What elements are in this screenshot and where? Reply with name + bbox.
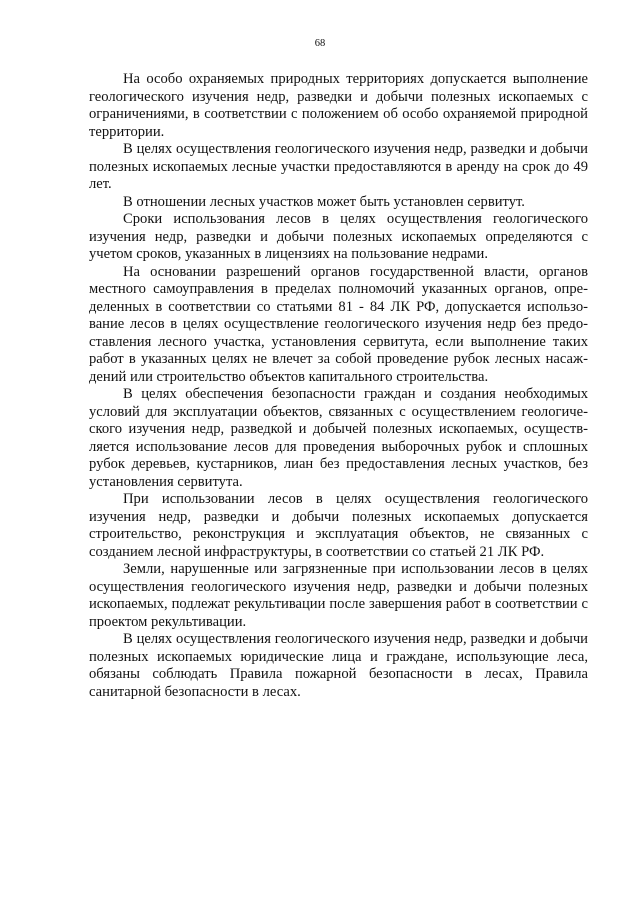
paragraph-5: На основании разрешений органов государственной власти, органов местного самоуправления в пределах полномочий указанных органов, определенных в соответствии со статьями 81 - 84 ЛК РФ, допускается использование лесов в целях осуществление геологического изучения недр без предоставления лесного участка, установления сервитута, если выполнение таких работ в указанных целях не влечет за собой проведение рубок лесных насаждений или строительство объектов капитального строительства.: [89, 263, 588, 385]
paragraph-7: При использовании лесов в целях осуществления геологического изучения недр, разведки и добычи полезных ископаемых допускается строительство, реконструкция и эксплуатация объектов, не связанных с созданием лесной инфраструктуры, в соответствии со статьей 21 ЛК РФ.: [89, 491, 588, 560]
paragraph-6: В целях обеспечения безопасности граждан и создания необходимых условий для эксплуатации объектов, связанных с осуществлением геологического изучения недр, разведкой и добычей полезных ископаемых, осуществляется использование лесов для проведения выборочных рубок и сплошных рубок деревьев, кустарников, лиан без предоставления лесных участков, без установления сервитута.: [89, 386, 588, 490]
paragraph-1: На особо охраняемых природных территориях допускается выполнение геологического изучения недр, разведки и добычи полезных ископаемых с ограничениями, в соответствии с положением об особо охраняемой природной территории.: [89, 71, 588, 140]
paragraph-3: В отношении лесных участков может быть установлен сервитут.: [123, 193, 525, 210]
page-number: 68: [314, 38, 326, 49]
paragraph-2: В целях осуществления геологического изучения недр, разведки и добычи полезных ископаемых лесные участки предоставляются в аренду на срок до 49 лет.: [89, 141, 588, 192]
paragraph-8: Земли, нарушенные или загрязненные при использовании лесов в целях осуществления геологического изучения недр, разведки и добычи полезных ископаемых, подлежат рекультивации после завершения работ в соответствии с проектом рекультивации.: [89, 561, 588, 630]
document-body: [89, 71, 588, 701]
paragraph-4: Сроки использования лесов в целях осуществления геологического изучения недр, разведки и добычи полезных ископаемых определяются с учетом сроков, указанных в лицензиях на пользование недрами.: [89, 211, 588, 262]
paragraph-9: В целях осуществления геологического изучения недр, разведки и добычи полезных ископаемых юридические лица и граждане, использующие леса, обязаны соблюдать Правила пожарной безопасности в лесах, Правила санитарной безопасности в лесах.: [89, 631, 588, 700]
